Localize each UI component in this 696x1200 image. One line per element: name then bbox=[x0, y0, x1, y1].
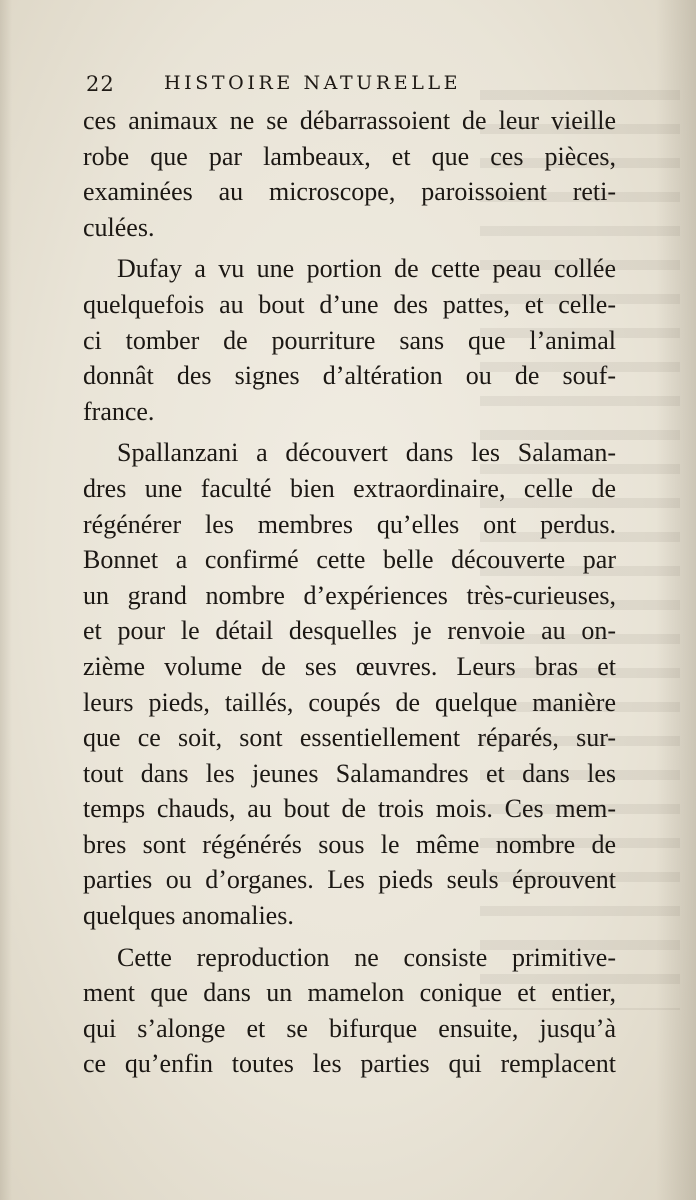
page-number: 22 bbox=[86, 72, 115, 96]
running-head bbox=[86, 70, 546, 102]
text-line: Cette reproduction ne consiste primitive- bbox=[117, 942, 616, 972]
text-line: zième volume de ses œuvres. Leurs bras et bbox=[83, 651, 616, 681]
text-line: dres une faculté bien extraordinaire, celle de bbox=[83, 473, 616, 503]
text-line: robe que par lambeaux, et que ces pièces, bbox=[83, 141, 616, 171]
text-line: leurs pieds, taillés, coupés de quelque manière bbox=[83, 687, 616, 717]
text-line: examinées au microscope, paroissoient reti- bbox=[83, 177, 616, 207]
text-line: quelquefois au bout d’une des pattes, et celle- bbox=[83, 289, 616, 319]
text-line: donnât des signes d’altération ou de souf- bbox=[83, 361, 616, 391]
body-text bbox=[83, 103, 616, 1082]
paragraph bbox=[83, 435, 616, 933]
text-line: culées. bbox=[83, 212, 155, 242]
text-line: temps chauds, au bout de trois mois. Ces mem- bbox=[83, 794, 616, 824]
text-line: Dufay a vu une portion de cette peau collée bbox=[117, 254, 616, 284]
text-line: qui s’alonge et se bifurque ensuite, jusqu’à bbox=[83, 1013, 616, 1043]
text-line: Spallanzani a découvert dans les Salaman- bbox=[117, 438, 616, 468]
text-line: ce qu’enfin toutes les parties qui remplacent bbox=[83, 1049, 616, 1079]
text-line: ment que dans un mamelon conique et entier, bbox=[83, 978, 616, 1008]
text-line: régénérer les membres qu’elles ont perdus. bbox=[83, 509, 616, 539]
text-line: et pour le détail desquelles je renvoie au on- bbox=[83, 616, 616, 646]
text-line: ci tomber de pourriture sans que l’animal bbox=[83, 325, 616, 355]
text-line: ces animaux ne se débarrassoient de leur vieille bbox=[83, 106, 616, 135]
paragraph bbox=[83, 251, 616, 429]
page-left-edge bbox=[0, 0, 12, 1200]
text-line: Bonnet a confirmé cette belle découverte par bbox=[83, 545, 616, 575]
text-line: bres sont régénérés sous le même nombre de bbox=[83, 829, 616, 859]
running-title: HISTOIRE NATURELLE bbox=[164, 72, 462, 94]
text-line: que ce soit, sont essentiellement réparés, sur- bbox=[83, 723, 616, 753]
text-line: tout dans les jeunes Salamandres et dans les bbox=[83, 758, 616, 788]
text-line: parties ou d’organes. Les pieds seuls éprouvent bbox=[83, 865, 616, 895]
text-line: un grand nombre d’expériences très-curieuses, bbox=[83, 580, 616, 610]
gutter-shadow bbox=[656, 0, 696, 1200]
text-line: quelques anomalies. bbox=[83, 901, 294, 931]
paragraph bbox=[83, 940, 616, 1082]
text-line: france. bbox=[83, 396, 155, 426]
paragraph bbox=[83, 103, 616, 245]
